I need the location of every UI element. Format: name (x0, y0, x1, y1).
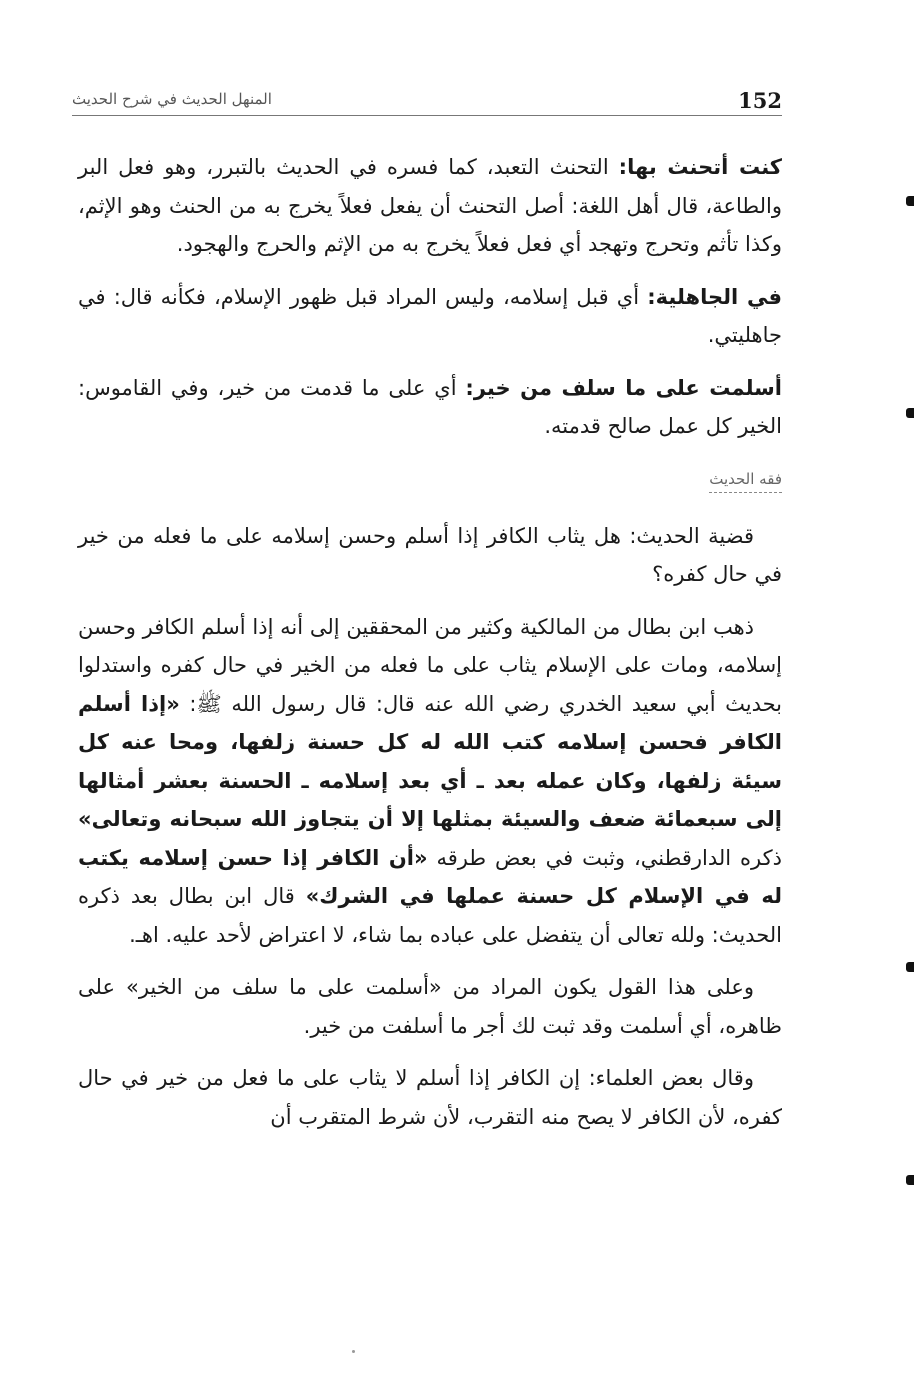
section-paragraph-meaning: وعلى هذا القول يكون المراد من «أسلمت على ما سلف من الخير» على ظاهره، أي أسلمت وقد ثبت لك أجر ما أسلفت من خير. (78, 975, 782, 1038)
paragraph-text: ذهب ابن بطال من المالكية وكثير من المحققين إلى أنه إذا أسلم الكافر وحسن إسلامه، ومات على الإسلام يثاب على ما فعله من الخير في حال كفره واستدلوا بحديث أبي سعيد الخدري رضي الله عنه قال: قال رسول الله ﷺ: (78, 614, 782, 716)
section-paragraph-ibn-battal (78, 608, 782, 955)
page-number: 152 (738, 88, 782, 113)
section-paragraph-question: قضية الحديث: هل يثاب الكافر إذا أسلم وحسن إسلامه على ما فعله من خير في حال كفره؟ (78, 523, 782, 586)
paragraph-text: قال ابن بطال بعد ذكره الحديث: ولله تعالى أن يتفضل على عباده بما شاء، لا اعتراض لأحد عليه. اهـ. (78, 884, 782, 947)
term-explanation: أي قبل إسلامه، وليس المراد قبل ظهور الإسلام، فكأنه قال: في جاهليتي. (78, 284, 782, 347)
page-body (78, 148, 782, 1150)
term-explanation: التحنث التعبد، كما فسره في الحديث بالتبرر، وهو فعل البر والطاعة، قال أهل اللغة: أصل التحنث أن يفعل فعلاً يخرج به من الحنث وهو الإثم، وكذا تأثم وتحرج وتهجد أي فعل فعلاً يخرج به من الإثم والحرج والهجود. (78, 155, 782, 256)
hadith-quote: «أن الكافر إذا حسن إسلامه يكتب له في الإسلام كل حسنة عملها في الشرك» (78, 845, 782, 908)
section-heading-text: فقه الحديث (709, 468, 782, 493)
margin-binding-mark (906, 1175, 914, 1185)
section-heading (78, 468, 782, 493)
term-explanation: أي على ما قدمت من خير، وفي القاموس: الخير كل عمل صالح قدمته. (78, 375, 782, 438)
running-header (72, 86, 782, 120)
paragraph-text: ذكره الدارقطني، وثبت في بعض طرقه (427, 845, 782, 870)
hadith-quote: «إذا أسلم الكافر فحسن إسلامه كتب الله له كل حسنة زلفها، ومحا عنه كل سيئة زلفها، وكان عمله بعد ـ أي بعد إسلامه ـ الحسنة بعشر أمثالها إلى سبعمائة ضعف والسيئة بمثلها إلا أن يتجاوز الله سبحانه وتعالى» (78, 691, 782, 831)
scan-speck (352, 1350, 355, 1353)
paragraph-tahannuth (78, 148, 782, 264)
term-label: في الجاهلية: (647, 284, 782, 309)
section-paragraph-other-view: وقال بعض العلماء: إن الكافر إذا أسلم لا يثاب على ما فعل من خير في حال كفره، لأن الكافر لا يصح منه التقرب، لأن شرط المتقرب أن (78, 1066, 782, 1129)
margin-binding-mark (906, 408, 914, 418)
paragraph-jahiliyya (78, 278, 782, 355)
term-label: كنت أتحنث بها: (618, 155, 782, 179)
header-rule (72, 115, 782, 116)
margin-binding-mark (906, 196, 914, 206)
book-title: المنهل الحديث في شرح الحديث (72, 90, 272, 108)
term-label: أسلمت على ما سلف من خير: (465, 375, 783, 400)
paragraph-aslamta (78, 369, 782, 446)
margin-binding-mark (906, 962, 914, 972)
